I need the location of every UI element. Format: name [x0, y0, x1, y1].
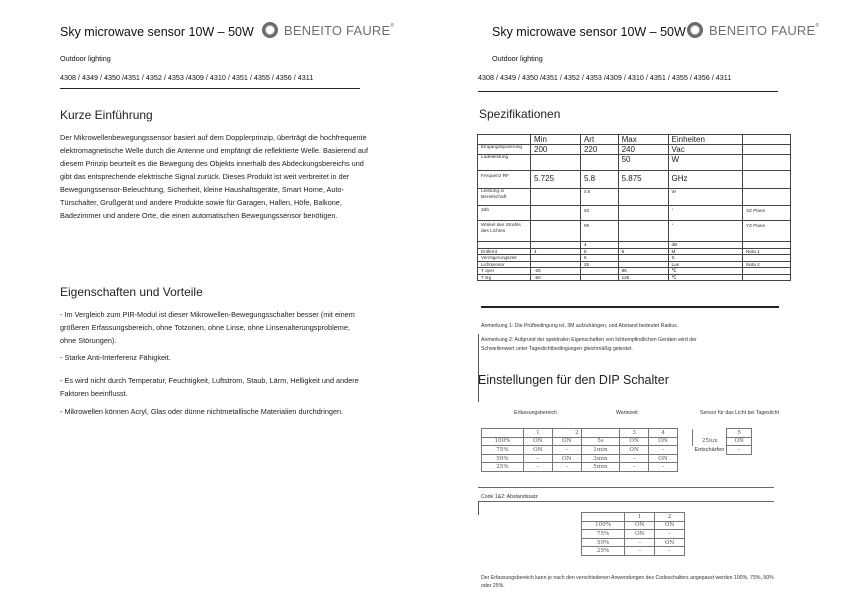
table-row: 50% – ON	[582, 538, 685, 547]
table-row: 25% – –	[582, 547, 685, 556]
dip-header-row: 1 2 3 4	[482, 429, 678, 438]
code-caption: Code 1&2: Abstandssatz	[481, 494, 538, 500]
brand-logo: BENEITO FAURE®	[262, 22, 394, 38]
spec-table	[477, 134, 791, 281]
intro-paragraph: Der Mikrowellenbewegungssensor basiert auf dem Dopplerprinzip, überträgt die hochfrequente elektromagnetische Welle durch die Antenne und empfängt die reflektierte Welle. Basierend auf diesem Prinzip beurteilt es die Bewegung des Objekts innerhalb des Abdeckungsbereichs und gibt das entsprechende elektrische Signal zurück. Dieses Produkt ist weit verbreitet in der Bewegungssensor-Beleuchtung, Sicherheit, kleine Haushaltsgeräte, Smart Home, Auto-Türschalter, Grußgerät und andere Produkte sowie für Garagen, Hallen, Höfe, Balkone, Badezimmer und andere Orte, die einen automatischen Bewegungssensor benötigen.	[60, 133, 369, 220]
table-row: 25lux ON	[693, 437, 752, 446]
code-table	[581, 512, 685, 556]
features-heading: Eigenschaften und Vorteile	[60, 285, 203, 299]
product-codes: 4308 / 4349 / 4350 /4351 / 4352 / 4353 /4309 / 4310 / 4351 / 4355 / 4356 / 4311	[60, 73, 314, 82]
footer-text: Der Erfassungsbereich kann je nach den verschiedenen Anwendungen des Codeschalters angepasst werden 100%, 75%, 50% oder 25%.	[481, 575, 774, 589]
margin-line	[478, 501, 479, 515]
table-row: Entschärfen –	[693, 446, 752, 455]
brand-name: BENEITO FAURE	[284, 22, 391, 38]
col-min: Min	[531, 135, 581, 145]
table-row: 100% ON ON 5s ON ON	[482, 437, 678, 446]
right-page	[421, 0, 842, 595]
table-row: 100% ON ON	[582, 521, 685, 530]
document-title: Sky microwave sensor 10W – 50W	[492, 25, 686, 39]
brand-ring-icon	[262, 22, 278, 38]
light-sensor-table: 5 25lux ON Entschärfen –	[692, 428, 752, 455]
spec-divider	[481, 306, 779, 308]
note-2: Anmerkung 2: Aufgrund der spektralen Eigenschaften von lichtempfindlichen Geräten wird der Schwellenwert unter Tageslichtbedingungen gleichmäßig getestet.	[481, 337, 697, 352]
table-row: Frequenz RF 5.725 5.8 5.875 GHz	[478, 171, 791, 189]
spec-header-row	[478, 135, 791, 145]
spec-heading: Spezifikationen	[479, 107, 561, 121]
caption-divider-top	[478, 487, 774, 488]
table-row: T oper -25 85 ℃	[478, 268, 791, 275]
product-codes: 4308 / 4349 / 4350 /4351 / 4352 / 4353 /4309 / 4310 / 4351 / 4355 / 4356 / 4311	[478, 73, 732, 82]
document-title: Sky microwave sensor 10W – 50W	[60, 25, 254, 39]
dip-heading: Einstellungen für den DIP Schalter	[478, 373, 669, 387]
header-divider	[60, 88, 360, 89]
table-row: Verzögerungszeit 6 S	[478, 255, 791, 262]
table-row: 50% – ON 3min – ON	[482, 454, 678, 463]
intro-heading: Kurze Einführung	[60, 108, 153, 122]
feature-item: - Starke Anti-Interferenz Fähigkeit.	[60, 353, 171, 362]
note-1: Anmerkung 1: Die Prüfbedingung ist, 3M aufzuhängen, und Abstand bedeutet Radius.	[481, 323, 679, 329]
caption-light: Sensor für das Licht bei Tageslicht	[700, 410, 779, 416]
table-row: 75% ON – 1min ON –	[482, 446, 678, 455]
table-row: Ladeleistung 50 W	[478, 155, 791, 171]
caption-wait: Wartezeit	[616, 410, 638, 416]
brand-logo: BENEITO FAURE®	[687, 22, 819, 38]
caption-divider-bottom	[478, 501, 774, 502]
table-row: 75% ON –	[582, 530, 685, 539]
feature-item: - Mikrowellen können Acryl, Glas oder dünne nichtmetallische Materialien durchdringen.	[60, 407, 344, 416]
caption-range: Erfassungsbereich	[514, 410, 557, 416]
table-row: T stg -50 125 ℃	[478, 274, 791, 281]
table-row: Entfernt 4 5 6 M Nota 1	[478, 248, 791, 255]
brand-name: BENEITO FAURE	[709, 22, 816, 38]
brand-ring-icon	[687, 22, 703, 38]
col-units: Einheiten	[668, 135, 743, 145]
table-row: 3db 93 ° XZ Plane	[478, 206, 791, 221]
subtitle: Outdoor lighting	[60, 54, 111, 63]
feature-item: - Es wird nicht durch Temperatur, Feuchtigkeit, Luftstrom, Staub, Lärm, Helligkeit und andere Faktoren beeinflusst.	[60, 376, 359, 398]
code-header-row: 1 2	[582, 513, 685, 522]
table-row: 25% – – 5min – –	[482, 463, 678, 472]
header-divider	[478, 91, 778, 92]
dip-switch-table	[481, 428, 678, 472]
feature-item: - Im Vergleich zum PIR-Modul ist dieser Mikrowellen-Bewegungsschalter besser (mit einem größeren Erfassungsbereich, ohne Totzonen, ohne Linse, ohne Linsenalterungsprobleme, ohne Störungen).	[60, 310, 355, 345]
table-row: Leistung in Bereitschaft 0.5 W	[478, 189, 791, 206]
col-art: Art	[580, 135, 618, 145]
margin-line	[478, 334, 479, 402]
subtitle: Outdoor lighting	[492, 54, 543, 63]
table-row: 4 dB	[478, 242, 791, 249]
col-max: Max	[618, 135, 668, 145]
table-row: Lichtsensor 25 Lux Nota 2	[478, 261, 791, 268]
table-row: Eingangsspannung 200 220 240 Vac	[478, 145, 791, 155]
table-row: Winkel des Strahls des Lichtes 99 ° YZ Plane	[478, 221, 791, 242]
